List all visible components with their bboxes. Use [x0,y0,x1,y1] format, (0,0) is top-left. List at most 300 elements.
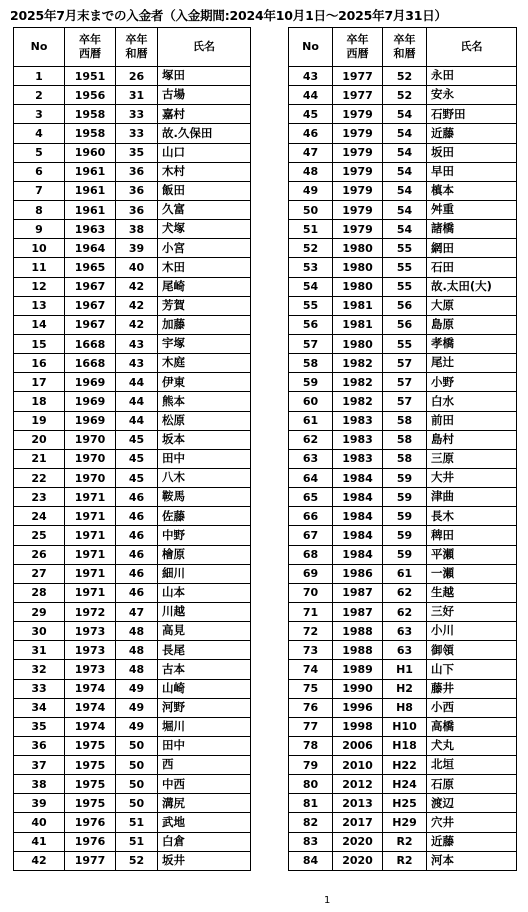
table-row [289,449,517,468]
cell-seireki: 1984 [333,507,383,526]
table-row [14,698,251,717]
cell-no: 78 [289,736,333,755]
cell-wareki: 43 [116,334,158,353]
cell-name: 鞍馬 [158,488,251,507]
cell-wareki: 56 [383,296,427,315]
cell-wareki: 63 [383,622,427,641]
table-row [289,641,517,660]
cell-name: 安永 [427,86,517,105]
cell-no: 60 [289,392,333,411]
table-row [289,315,517,334]
table-row [289,794,517,813]
table-row [289,392,517,411]
cell-seireki: 1981 [333,315,383,334]
cell-no: 17 [14,373,65,392]
cell-name: 犬丸 [427,736,517,755]
cell-name: 飯田 [158,181,251,200]
cell-wareki: 54 [383,105,427,124]
table-row [14,756,251,775]
cell-name: 一瀬 [427,564,517,583]
cell-seireki: 1971 [65,564,116,583]
cell-seireki: 1975 [65,794,116,813]
cell-seireki: 1980 [333,239,383,258]
cell-seireki: 1984 [333,526,383,545]
cell-no: 11 [14,258,65,277]
table-row [289,717,517,736]
cell-wareki: 59 [383,526,427,545]
cell-no: 16 [14,354,65,373]
cell-name: 木庭 [158,354,251,373]
cell-seireki: 1977 [333,86,383,105]
cell-seireki: 1963 [65,220,116,239]
cell-name: 尾辻 [427,354,517,373]
cell-wareki: 46 [116,583,158,602]
cell-seireki: 1984 [333,468,383,487]
cell-name: 木田 [158,258,251,277]
table-row [289,239,517,258]
table-row [289,756,517,775]
cell-no: 32 [14,660,65,679]
cell-no: 49 [289,181,333,200]
cell-wareki: 46 [116,488,158,507]
cell-seireki: 1987 [333,602,383,621]
cell-name: 網田 [427,239,517,258]
cell-wareki: 45 [116,449,158,468]
cell-name: 近藤 [427,832,517,851]
cell-no: 63 [289,449,333,468]
table-row [289,813,517,832]
cell-name: 白倉 [158,832,251,851]
cell-no: 37 [14,756,65,775]
cell-no: 62 [289,430,333,449]
cell-no: 23 [14,488,65,507]
table-row [289,583,517,602]
cell-name: 古場 [158,86,251,105]
cell-no: 69 [289,564,333,583]
table-row [289,181,517,200]
cell-no: 45 [289,105,333,124]
cell-wareki: 49 [116,698,158,717]
cell-name: 長木 [427,507,517,526]
cell-name: 芳賀 [158,296,251,315]
cell-name: 久富 [158,200,251,219]
cell-wareki: 63 [383,641,427,660]
table-row [289,832,517,851]
cell-seireki: 1971 [65,488,116,507]
cell-no: 13 [14,296,65,315]
cell-no: 53 [289,258,333,277]
cell-name: 西 [158,756,251,775]
cell-name: 大原 [427,296,517,315]
cell-no: 75 [289,679,333,698]
cell-seireki: 1971 [65,545,116,564]
cell-seireki: 1979 [333,200,383,219]
table-row [14,373,251,392]
cell-no: 22 [14,468,65,487]
cell-no: 59 [289,373,333,392]
cell-wareki: 57 [383,354,427,373]
cell-wareki: 36 [116,200,158,219]
table-row [289,354,517,373]
cell-no: 14 [14,315,65,334]
cell-wareki: H18 [383,736,427,755]
page-title: 2025年7月末までの入金者（入金期間:2024年10月1日～2025年7月31日） [10,8,447,23]
cell-name: 檜原 [158,545,251,564]
cell-wareki: 43 [116,354,158,373]
cell-seireki: 2010 [333,756,383,775]
cell-wareki: 50 [116,794,158,813]
cell-no: 52 [289,239,333,258]
cell-wareki: 59 [383,507,427,526]
cell-wareki: 33 [116,105,158,124]
cell-wareki: 47 [116,602,158,621]
table-row [14,641,251,660]
cell-no: 34 [14,698,65,717]
cell-name: 孝橋 [427,334,517,353]
cell-no: 47 [289,143,333,162]
cell-no: 35 [14,717,65,736]
cell-name: 坂井 [158,851,251,870]
cell-no: 84 [289,851,333,870]
cell-no: 28 [14,583,65,602]
cell-name: 中西 [158,775,251,794]
cell-name: 塚田 [158,67,251,86]
cell-seireki: 1975 [65,736,116,755]
table-row [14,354,251,373]
cell-name: 田中 [158,449,251,468]
cell-seireki: 2020 [333,851,383,870]
cell-seireki: 1967 [65,277,116,296]
cell-no: 15 [14,334,65,353]
table-header-row [289,28,517,67]
cell-seireki: 1961 [65,181,116,200]
cell-name: 武地 [158,813,251,832]
cell-no: 9 [14,220,65,239]
cell-name: 細川 [158,564,251,583]
cell-wareki: 58 [383,449,427,468]
table-row [289,67,517,86]
cell-wareki: 44 [116,392,158,411]
cell-no: 42 [14,851,65,870]
table-row [14,86,251,105]
cell-wareki: 58 [383,411,427,430]
table-row [289,526,517,545]
cell-name: 御領 [427,641,517,660]
cell-seireki: 1988 [333,622,383,641]
cell-seireki: 1961 [65,162,116,181]
table-row [289,507,517,526]
cell-name: 熊本 [158,392,251,411]
cell-wareki: 50 [116,775,158,794]
cell-name: 石原 [427,775,517,794]
cell-no: 18 [14,392,65,411]
cell-name: 三原 [427,449,517,468]
cell-seireki: 1988 [333,641,383,660]
cell-name: 高見 [158,622,251,641]
table-row [289,411,517,430]
cell-name: 中野 [158,526,251,545]
cell-no: 8 [14,200,65,219]
table-row [289,564,517,583]
cell-no: 50 [289,200,333,219]
table-row [14,392,251,411]
cell-wareki: R2 [383,832,427,851]
cell-no: 56 [289,315,333,334]
cell-seireki: 1958 [65,124,116,143]
cell-wareki: 56 [383,315,427,334]
cell-seireki: 1958 [65,105,116,124]
cell-wareki: 46 [116,507,158,526]
cell-wareki: 48 [116,660,158,679]
table-row [14,813,251,832]
cell-name: 稗田 [427,526,517,545]
cell-name: 島村 [427,430,517,449]
cell-no: 12 [14,277,65,296]
cell-no: 6 [14,162,65,181]
cell-seireki: 1977 [65,851,116,870]
cell-no: 29 [14,602,65,621]
table-row [14,775,251,794]
page-number: 1 [324,895,331,906]
cell-wareki: 49 [116,717,158,736]
table-row [14,507,251,526]
cell-no: 73 [289,641,333,660]
cell-wareki: 45 [116,468,158,487]
cell-name: 山下 [427,660,517,679]
cell-no: 7 [14,181,65,200]
cell-seireki: 1973 [65,660,116,679]
table-row [14,449,251,468]
cell-wareki: 55 [383,277,427,296]
cell-seireki: 1980 [333,334,383,353]
cell-no: 83 [289,832,333,851]
cell-seireki: 1979 [333,124,383,143]
cell-name: 近藤 [427,124,517,143]
cell-name: 石野田 [427,105,517,124]
cell-no: 21 [14,449,65,468]
cell-name: 佐藤 [158,507,251,526]
cell-seireki: 1977 [333,67,383,86]
table-row [14,736,251,755]
cell-seireki: 1970 [65,468,116,487]
cell-no: 58 [289,354,333,373]
cell-wareki: 42 [116,296,158,315]
table-row [289,220,517,239]
cell-seireki: 1976 [65,813,116,832]
cell-no: 4 [14,124,65,143]
table-row [14,220,251,239]
roster-table-left [13,27,251,871]
table-row [289,679,517,698]
table-row [289,468,517,487]
header-wareki: 卒年 和暦 [116,28,158,67]
cell-name: 尾崎 [158,277,251,296]
cell-wareki: 51 [116,813,158,832]
cell-name: 嘉村 [158,105,251,124]
cell-seireki: 1973 [65,622,116,641]
cell-seireki: 1961 [65,200,116,219]
cell-name: 坂本 [158,430,251,449]
table-row [289,105,517,124]
roster-table-right [288,27,517,871]
cell-name: 八木 [158,468,251,487]
table-row [14,660,251,679]
cell-no: 55 [289,296,333,315]
header-no: No [289,28,333,67]
cell-seireki: 1974 [65,679,116,698]
cell-no: 38 [14,775,65,794]
table-row [14,105,251,124]
cell-no: 68 [289,545,333,564]
cell-seireki: 1984 [333,488,383,507]
cell-no: 31 [14,641,65,660]
cell-name: 諸橋 [427,220,517,239]
table-row [14,124,251,143]
table-row [14,239,251,258]
cell-no: 77 [289,717,333,736]
cell-wareki: 46 [116,526,158,545]
table-row [289,373,517,392]
header-seireki: 卒年 西暦 [65,28,116,67]
cell-name: 小宮 [158,239,251,258]
cell-no: 71 [289,602,333,621]
cell-seireki: 1951 [65,67,116,86]
table-row [14,488,251,507]
cell-wareki: 50 [116,756,158,775]
table-row [289,622,517,641]
cell-wareki: 39 [116,239,158,258]
table-row [289,851,517,870]
table-row [289,162,517,181]
cell-wareki: 46 [116,545,158,564]
cell-wareki: H10 [383,717,427,736]
table-row [289,200,517,219]
cell-name: 石田 [427,258,517,277]
cell-seireki: 1971 [65,583,116,602]
cell-wareki: 62 [383,602,427,621]
table-row [14,143,251,162]
cell-seireki: 2020 [333,832,383,851]
cell-no: 26 [14,545,65,564]
cell-wareki: 36 [116,181,158,200]
cell-wareki: 55 [383,258,427,277]
table-row [14,67,251,86]
cell-wareki: 49 [116,679,158,698]
cell-seireki: 1984 [333,545,383,564]
cell-name: 早田 [427,162,517,181]
cell-seireki: 1974 [65,717,116,736]
cell-no: 25 [14,526,65,545]
cell-seireki: 1979 [333,143,383,162]
cell-wareki: 54 [383,181,427,200]
cell-seireki: 1964 [65,239,116,258]
cell-no: 27 [14,564,65,583]
cell-seireki: 1998 [333,717,383,736]
cell-seireki: 1983 [333,430,383,449]
cell-wareki: 42 [116,315,158,334]
cell-name: 加藤 [158,315,251,334]
cell-wareki: 35 [116,143,158,162]
cell-name: 渡辺 [427,794,517,813]
table-row [14,564,251,583]
table-row [14,258,251,277]
table-row [289,488,517,507]
table-row [14,296,251,315]
cell-no: 10 [14,239,65,258]
cell-seireki: 1983 [333,449,383,468]
cell-name: 河野 [158,698,251,717]
table-row [14,622,251,641]
cell-wareki: 62 [383,583,427,602]
cell-seireki: 1996 [333,698,383,717]
table-row [14,526,251,545]
cell-name: 島原 [427,315,517,334]
cell-name: 故.太田(大) [427,277,517,296]
cell-wareki: 52 [116,851,158,870]
cell-seireki: 1971 [65,526,116,545]
cell-wareki: 55 [383,334,427,353]
header-seireki: 卒年 西暦 [333,28,383,67]
cell-wareki: 59 [383,468,427,487]
cell-name: 坂田 [427,143,517,162]
cell-wareki: 50 [116,736,158,755]
cell-no: 5 [14,143,65,162]
cell-no: 76 [289,698,333,717]
cell-name: 小西 [427,698,517,717]
cell-seireki: 1971 [65,507,116,526]
cell-seireki: 1970 [65,449,116,468]
table-body-right [289,67,517,871]
cell-seireki: 1965 [65,258,116,277]
table-header-row [14,28,251,67]
cell-wareki: 57 [383,392,427,411]
cell-no: 81 [289,794,333,813]
table-row [14,162,251,181]
cell-seireki: 1986 [333,564,383,583]
cell-name: 伊東 [158,373,251,392]
cell-name: 槙本 [427,181,517,200]
cell-name: 川越 [158,602,251,621]
cell-name: 山崎 [158,679,251,698]
cell-wareki: 26 [116,67,158,86]
cell-no: 80 [289,775,333,794]
cell-no: 82 [289,813,333,832]
cell-wareki: 44 [116,373,158,392]
cell-name: 平瀬 [427,545,517,564]
cell-wareki: 61 [383,564,427,583]
cell-seireki: 1972 [65,602,116,621]
header-no: No [14,28,65,67]
cell-seireki: 2017 [333,813,383,832]
table-row [14,794,251,813]
cell-seireki: 1983 [333,411,383,430]
table-row [14,468,251,487]
cell-seireki: 1979 [333,105,383,124]
cell-wareki: H22 [383,756,427,775]
cell-no: 51 [289,220,333,239]
cell-name: 山本 [158,583,251,602]
cell-name: 永田 [427,67,517,86]
cell-wareki: H29 [383,813,427,832]
cell-seireki: 1974 [65,698,116,717]
cell-seireki: 1976 [65,832,116,851]
table-row [14,200,251,219]
cell-name: 津曲 [427,488,517,507]
cell-seireki: 1982 [333,392,383,411]
header-name: 氏名 [427,28,517,67]
cell-wareki: 40 [116,258,158,277]
cell-wareki: 59 [383,545,427,564]
